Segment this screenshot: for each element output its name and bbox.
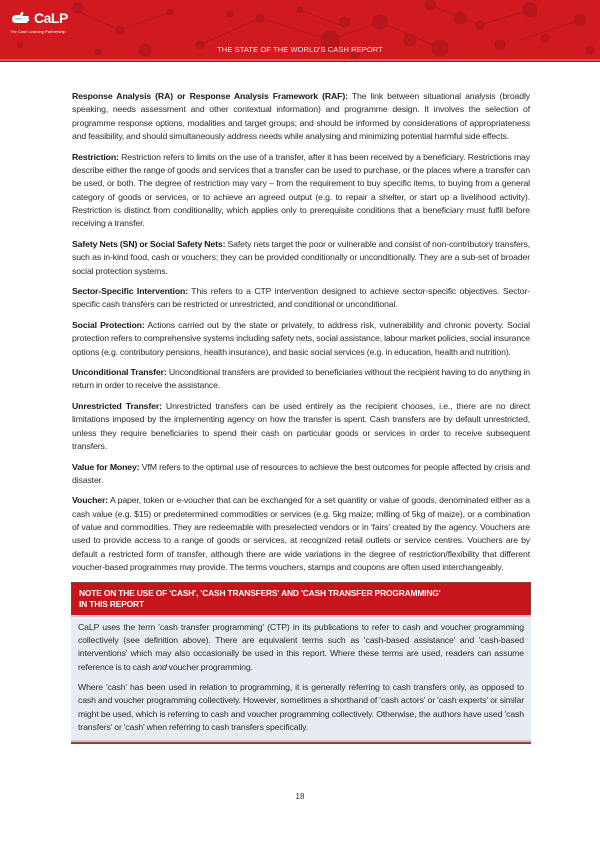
glossary-entries (72, 90, 530, 575)
glossary-entry (72, 285, 530, 312)
definition: Actions carried out by the state or privately, to address risk, vulnerability and chronic poverty. Social protection refers to comprehensive systems including safety nets, social assistance, labour market policies, social insurance options (e.g. contributory pensions, health insurance), and basic social services (e.g. in education, health and nutrition). (72, 319, 530, 357)
term: Social Protection: (72, 319, 145, 330)
term: Unconditional Transfer: (72, 367, 167, 378)
note-emphasis: and (152, 661, 167, 672)
logo-tagline: The Cash Learning Partnership (10, 29, 66, 34)
term: Sector-Specific Intervention: (72, 286, 188, 297)
definition: A paper, token or e-voucher that can be exchanged for a set quantity or value of goods, denominated either as a cash value (e.g. $15) or predetermined commodities or services (e.g. 5kg maize; milling of 5kg of maize), or a combination of value and commodities. They are redeemable with preselected vendors or in 'fairs' created by the agency. Vouchers are used to provide access to a range of goods or services, at recognized retail outlets or service centres. Vouchers are by default a restricted form of transfer, although there are wide variations in the degree of restriction/flexibility that different voucher-based programmes may provide. The terms vouchers, stamps and coupons are often used interchangeably. (72, 495, 530, 573)
glossary-entry (72, 319, 530, 359)
glossary-entry (72, 90, 530, 143)
page-number: 18 (295, 791, 305, 801)
term: Safety Nets (SN) or Social Safety Nets: (72, 238, 226, 249)
note-title-line-1: NOTE ON THE USE OF 'CASH', 'CASH TRANSFERS' AND 'CASH TRANSFER PROGRAMMING' (79, 587, 441, 598)
definition: This refers to a CTP intervention designed to achieve sector-specific objectives. Sector-specific cash transfers can be restricted or unrestricted, and conditional or unconditional. (72, 286, 530, 310)
note-body (71, 617, 531, 741)
definition: The link between situational analysis (broadly speaking, needs assessment and other contextual information) and programme design. It involves the selection of programme response options, modalities and target groups; and should be informed by considerations of appropriateness and feasibility, and should simultaneously address needs while analysing and minimizing potential harmful side effects. (72, 91, 530, 142)
term: Response Analysis (RA) or Response Analysis Framework (RAF): (72, 91, 348, 101)
term: Value for Money: (72, 461, 140, 472)
term: Unrestricted Transfer: (72, 401, 162, 411)
note-paragraph: Where 'cash' has been used in relation to programming, it is generally referring to cash transfers only, as opposed to cash and voucher programming collectively. However, sometimes a shorthand of 'cash actors' or 'cash experts' or similar might be used, which is referring to cash and voucher programming collectively. Otherwise, the authors have used 'cash transfers' or 'cash' when referring to cash transfers specifically. (78, 682, 524, 733)
glossary-entry (72, 494, 530, 574)
calp-logo (10, 10, 68, 26)
note-paragraph (78, 621, 524, 674)
definition: Unrestricted transfers can be used entirely as the recipient chooses, i.e., there are no direct limitations imposed by the implementing agency on how the transfer is spent. Cash transfers are by default unrestricted, unless they require beneficiaries to spend their cash on particular goods or services in order to receive subsequent transfers. (72, 401, 530, 452)
note-box (71, 582, 531, 744)
term: Restriction: (72, 151, 119, 162)
note-text: voucher programming. (166, 661, 253, 672)
term: Voucher: (72, 495, 109, 506)
hand-logo-icon (10, 11, 32, 25)
logo-text: CaLP (34, 10, 68, 26)
note-bottom-rule (71, 742, 531, 744)
definition: Unconditional transfers are provided to beneficiaries without the recipient having to do anything in return in order to receive the assistance. (72, 367, 530, 391)
note-text: CaLP uses the term 'cash transfer programming' (CTP) in its publications to refer to cash and voucher programming collectively (see definition above). There are equivalent terms such as 'cash-based assistance' and 'cash-based interventions' which may also occasionally be used in this report. Where these terms are used, readers can assume reference is to cash (78, 621, 524, 672)
report-title: THE STATE OF THE WORLD'S CASH REPORT (217, 45, 383, 54)
note-title-line-2: IN THIS REPORT (79, 599, 144, 610)
glossary-entry (72, 400, 530, 453)
glossary-entry (72, 151, 530, 231)
glossary-entry (72, 238, 530, 278)
glossary-entry (72, 366, 530, 393)
definition: VfM refers to the optimal use of resources to achieve the best outcomes for people affected by crisis and disaster. (72, 461, 530, 485)
definition: Restriction refers to limits on the use of a transfer, after it has been received by a beneficiary. Restrictions may describe either the range of goods and services that a transfer can be used to purchase, or the places where a transfer can be used, or both. The degree of restriction may vary – from the requirement to buy specific items, to buying from a general category of goods or services, or to achieve an agreed output (e.g. to repair a shelter, or start up a livelihood activity). Restriction is distinct from conditionality, which applies only to prerequisite conditions that a beneficiary must fulfil before receiving a transfer. (72, 151, 530, 229)
glossary-entry (72, 461, 530, 488)
report-header-banner (0, 0, 600, 62)
definition: Safety nets target the poor or vulnerable and consist of non-contributory transfers, such as in-kind food, cash or vouchers; they can be provided conditionally or unconditionally. They are a sub-set of broader social protection systems. (72, 238, 530, 276)
note-title (71, 582, 531, 615)
header-stripe (0, 59, 600, 61)
